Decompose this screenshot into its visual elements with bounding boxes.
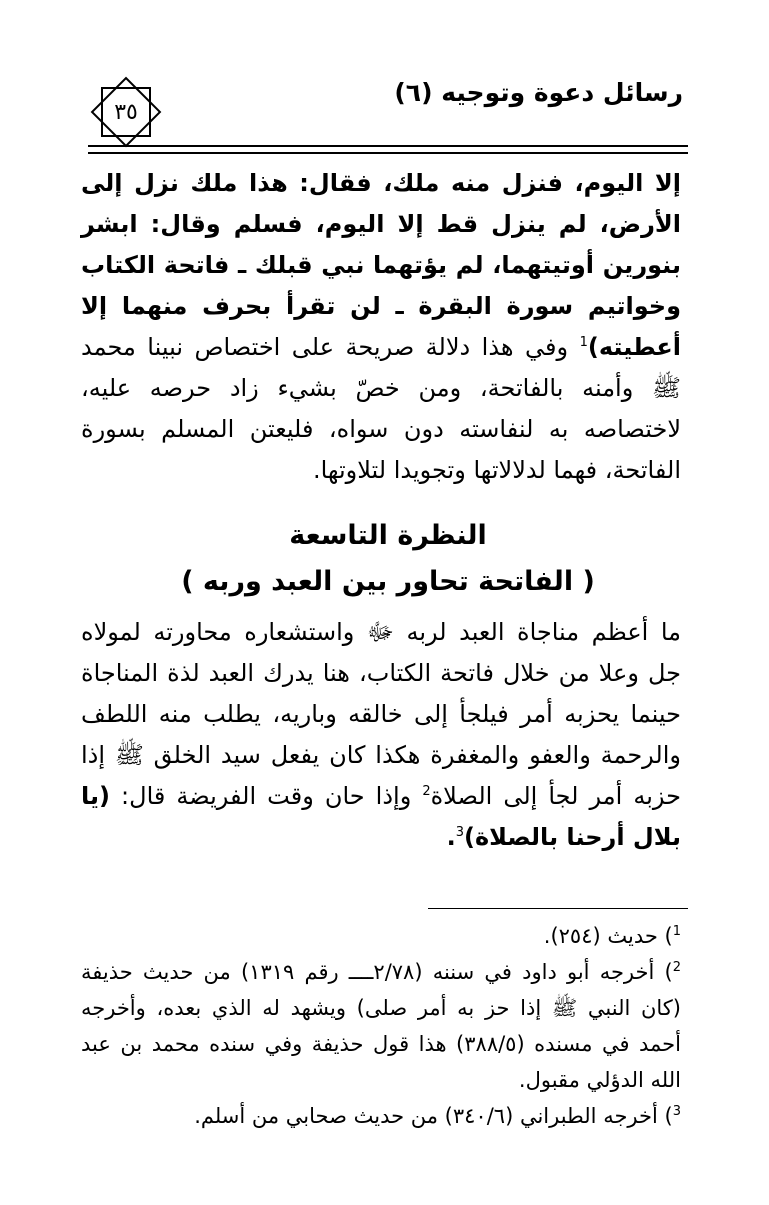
section-subtitle: ( الفاتحة تحاور بين العبد وربه ) [181, 566, 595, 597]
hadith-quote: إلا اليوم، فنزل منه ملك، فقال: هذا ملك نزل إلى الأرض، لم ينزل قط إلا اليوم، فسلم وقال: ابشر بنورين أوتيتهما، لم يؤتهما نبي قبلك ـ فاتحة الكتاب وخواتيم سورة البقرة ـ لن تقرأ بحرف منهما إلا أعطيته) [81, 169, 681, 361]
footnote-number: 2 [672, 960, 681, 975]
header-rule-top [88, 145, 688, 147]
footnote-number: 1 [672, 924, 681, 939]
paragraph-2-mid: وإذا حان وقت الفريضة قال: [121, 782, 412, 810]
paragraph-2 [81, 612, 681, 858]
header-rule-bottom [88, 152, 688, 154]
footnote-ref: 1 [579, 335, 588, 350]
footnote-1: $^1$) حديث (٢٥٤). [543, 924, 681, 948]
footnote-text: حديث (٢٥٤). [543, 924, 658, 948]
paragraph-2-end: . [446, 823, 456, 851]
paragraph-1 [81, 163, 681, 491]
footnote-separator [428, 908, 688, 909]
paragraph-2-text: ما أعظم مناجاة العبد لربه ﷻ واستشعاره محاورته لمولاه جل وعلا من خلال فاتحة الكتاب، هنا يدرك العبد لذة المناجاة حينما يحزبه أمر فيلجأ إلى خالقه وباريه، يطلب منه اللطف والرحمة والعفو والمغفرة هكذا كان يفعل سيد الخلق ﷺ إذا حزبه أمر لجأ إلى الصلاة [81, 618, 681, 810]
running-header-title: رسائل دعوة وتوجيه (٦) [394, 78, 683, 107]
footnote-text: أخرجه أبو داود في سننه (٢/٧٨ــــ رقم ١٣١٩) من حديث حذيفة (كان النبي ﷺ إذا حز به أمر صلى) ويشهد له الذي بعده، وأخرجه أحمد في مسنده (٣٨٨/٥) هذا قول حذيفة وفي سنده محمد بن عبد الله الدؤلي مقبول. [81, 960, 681, 1092]
page-number-badge [86, 72, 166, 152]
footnote-number: 3 [672, 1104, 681, 1119]
section-title: النظرة التاسعة [289, 520, 487, 551]
footnote-2: $^2$) أخرجه أبو داود في سننه (٢/٧٨ــــ رقم ١٣١٩) من حديث حذيفة (كان النبي ﷺ إذا حز به أمر صلى) ويشهد له الذي بعده، وأخرجه أحمد في مسنده (٣٨٨/٥) هذا قول حذيفة وفي سنده محمد بن عبد الله الدؤلي مقبول. [81, 960, 681, 1092]
page-number: ٣٥ [114, 99, 138, 125]
footnote-ref: 3 [455, 825, 465, 840]
paragraph-1-rest: وفي هذا دلالة صريحة على اختصاص نبينا محمد ﷺ وأمنه بالفاتحة، ومن خصّ بشيء زاد حرصه عليه، لاختصاصه به لنفاسته دون سواه، فليعتن المسلم بسورة الفاتحة، فهما لدلالاتها وتجويدا لتلاوتها. [81, 333, 681, 484]
footnotes [81, 918, 681, 1134]
footnote-text: أخرجه الطبراني (٣٤٠/٦) من حديث صحابي من أسلم. [194, 1104, 658, 1128]
hadith-quote-2: (يا بلال أرحنا بالصلاة) [81, 782, 681, 851]
footnote-ref: 2 [422, 784, 431, 799]
footnote-3: $^3$) أخرجه الطبراني (٣٤٠/٦) من حديث صحابي من أسلم. [194, 1104, 681, 1128]
